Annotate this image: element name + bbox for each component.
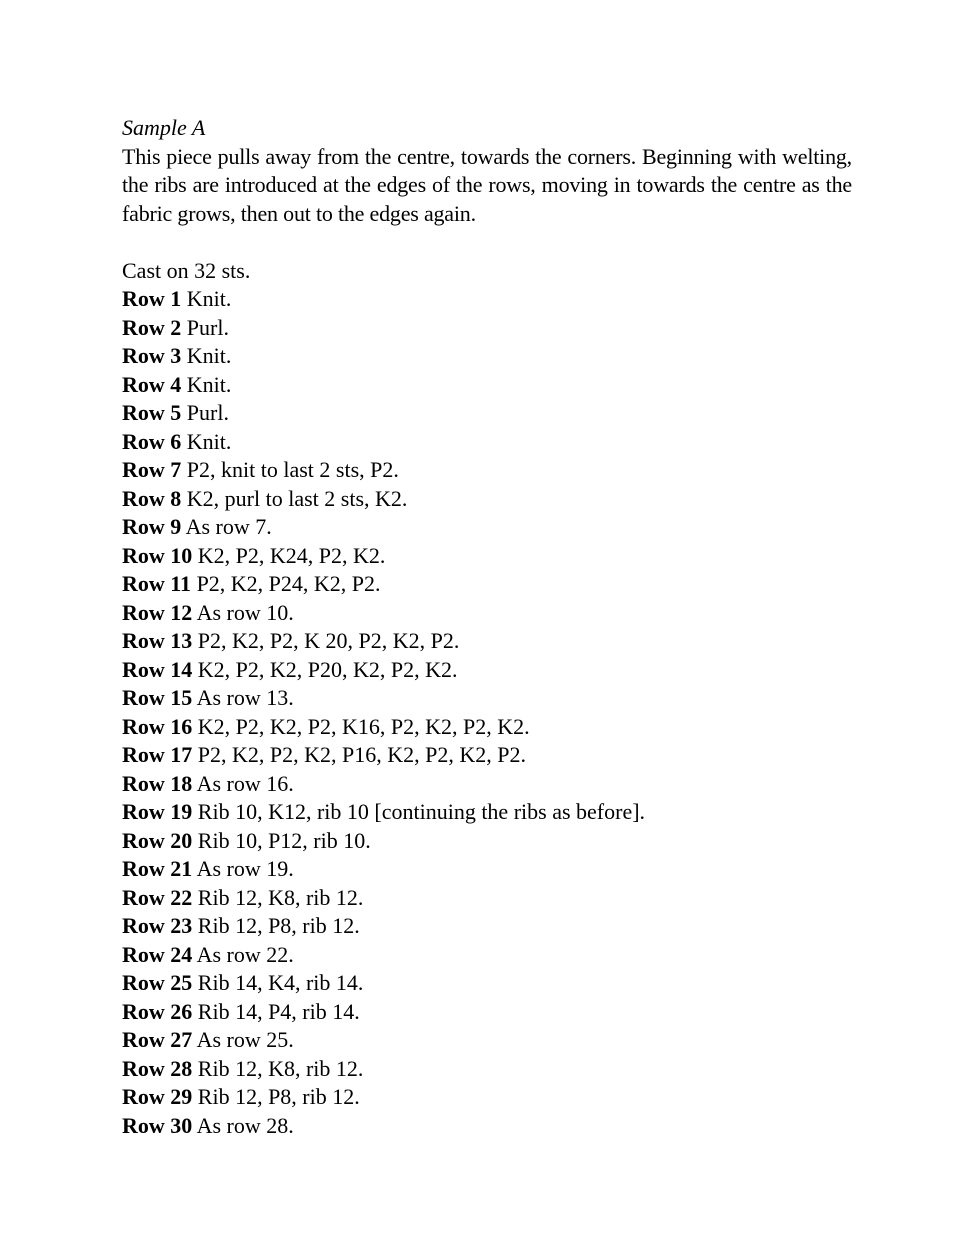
row-text: As row 10.: [196, 599, 294, 625]
row-label: Row 3: [122, 343, 182, 368]
row-instruction: [122, 798, 852, 827]
row-text: As row 19.: [196, 856, 294, 881]
row-instruction: [122, 1055, 852, 1084]
row-text: As row 25.: [196, 1027, 294, 1052]
row-instruction: [122, 485, 852, 514]
row-text: Rib 12, K8, rib 12.: [197, 884, 364, 910]
row-text: As row 22.: [196, 941, 294, 967]
row-label: Row 22: [122, 884, 193, 910]
row-label: Row 28: [122, 1055, 193, 1081]
row-label: Row 11: [122, 571, 192, 596]
row-instruction: [122, 314, 852, 343]
row-label: Row 10: [122, 542, 193, 568]
row-text: As row 28.: [196, 1112, 294, 1138]
paragraph-spacer: [122, 228, 852, 257]
row-label: Row 12: [122, 599, 193, 625]
row-text: Rib 14, P4, rib 14.: [197, 998, 360, 1024]
row-text: Rib 12, K8, rib 12.: [197, 1055, 364, 1081]
row-text: As row 16.: [196, 770, 294, 796]
row-instruction: [122, 542, 852, 571]
row-instruction: [122, 684, 852, 713]
row-instruction: [122, 399, 852, 428]
row-text: P2, K2, P2, K 20, P2, K2, P2.: [197, 628, 460, 653]
row-text: Knit.: [186, 286, 232, 311]
row-instruction: [122, 713, 852, 742]
row-label: Row 17: [122, 742, 193, 767]
row-instruction: [122, 1026, 852, 1055]
row-text: K2, P2, K2, P2, K16, P2, K2, P2, K2.: [197, 713, 530, 739]
row-label: Row 25: [122, 970, 193, 995]
row-text: K2, P2, K24, P2, K2.: [197, 542, 386, 568]
row-label: Row 19: [122, 799, 193, 824]
row-text: P2, knit to last 2 sts, P2.: [186, 457, 399, 482]
row-label: Row 6: [122, 428, 182, 454]
row-instruction: [122, 513, 852, 542]
row-instruction: [122, 827, 852, 856]
row-instruction: [122, 570, 852, 599]
row-instruction: [122, 912, 852, 941]
document-page: [122, 114, 852, 1140]
row-label: Row 23: [122, 913, 193, 938]
row-text: Rib 14, K4, rib 14.: [197, 970, 364, 995]
row-instructions-list: [122, 285, 852, 1140]
row-instruction: [122, 855, 852, 884]
row-instruction: [122, 285, 852, 314]
row-text: P2, K2, P24, K2, P2.: [196, 571, 381, 596]
row-label: Row 5: [122, 400, 182, 425]
sample-heading: Sample A: [122, 115, 206, 140]
row-label: Row 18: [122, 770, 193, 796]
row-text: Knit.: [186, 371, 232, 397]
row-label: Row 2: [122, 314, 182, 340]
row-text: P2, K2, P2, K2, P16, K2, P2, K2, P2.: [197, 742, 527, 767]
cast-on-instruction: Cast on 32 sts.: [122, 257, 251, 283]
row-label: Row 30: [122, 1112, 193, 1138]
row-instruction: [122, 941, 852, 970]
intro-paragraph: This piece pulls away from the centre, towards the corners. Beginning with welting, the ribs are introduced at the edges of the rows, moving in towards the centre as the fabric grows, then out to the edges again.: [122, 143, 852, 226]
row-label: Row 29: [122, 1084, 193, 1109]
row-label: Row 27: [122, 1027, 193, 1052]
row-label: Row 14: [122, 656, 193, 682]
row-label: Row 13: [122, 628, 193, 653]
row-text: Knit.: [186, 428, 232, 454]
row-label: Row 7: [122, 457, 182, 482]
row-text: Rib 10, K12, rib 10 [continuing the ribs as before].: [197, 799, 646, 824]
row-label: Row 4: [122, 371, 182, 397]
row-instruction: [122, 627, 852, 656]
row-instruction: [122, 1112, 852, 1141]
row-label: Row 20: [122, 827, 193, 853]
row-text: As row 13.: [196, 685, 294, 710]
row-instruction: [122, 371, 852, 400]
row-instruction: [122, 969, 852, 998]
row-instruction: [122, 599, 852, 628]
row-instruction: [122, 741, 852, 770]
row-label: Row 26: [122, 998, 193, 1024]
row-label: Row 16: [122, 713, 193, 739]
row-instruction: [122, 884, 852, 913]
row-instruction: [122, 770, 852, 799]
row-text: K2, P2, K2, P20, K2, P2, K2.: [197, 656, 458, 682]
row-label: Row 24: [122, 941, 193, 967]
row-text: Purl.: [186, 400, 229, 425]
row-instruction: [122, 456, 852, 485]
row-label: Row 21: [122, 856, 193, 881]
row-instruction: [122, 998, 852, 1027]
row-instruction: [122, 428, 852, 457]
row-text: Rib 12, P8, rib 12.: [197, 1084, 360, 1109]
row-label: Row 8: [122, 485, 182, 511]
row-text: Purl.: [186, 314, 229, 340]
row-instruction: [122, 1083, 852, 1112]
row-text: Knit.: [186, 343, 232, 368]
row-text: Rib 10, P12, rib 10.: [197, 827, 371, 853]
row-text: As row 7.: [185, 514, 272, 539]
row-instruction: [122, 342, 852, 371]
row-text: Rib 12, P8, rib 12.: [197, 913, 360, 938]
row-label: Row 9: [122, 514, 182, 539]
row-label: Row 15: [122, 685, 193, 710]
row-instruction: [122, 656, 852, 685]
row-label: Row 1: [122, 286, 182, 311]
row-text: K2, purl to last 2 sts, K2.: [186, 485, 408, 511]
